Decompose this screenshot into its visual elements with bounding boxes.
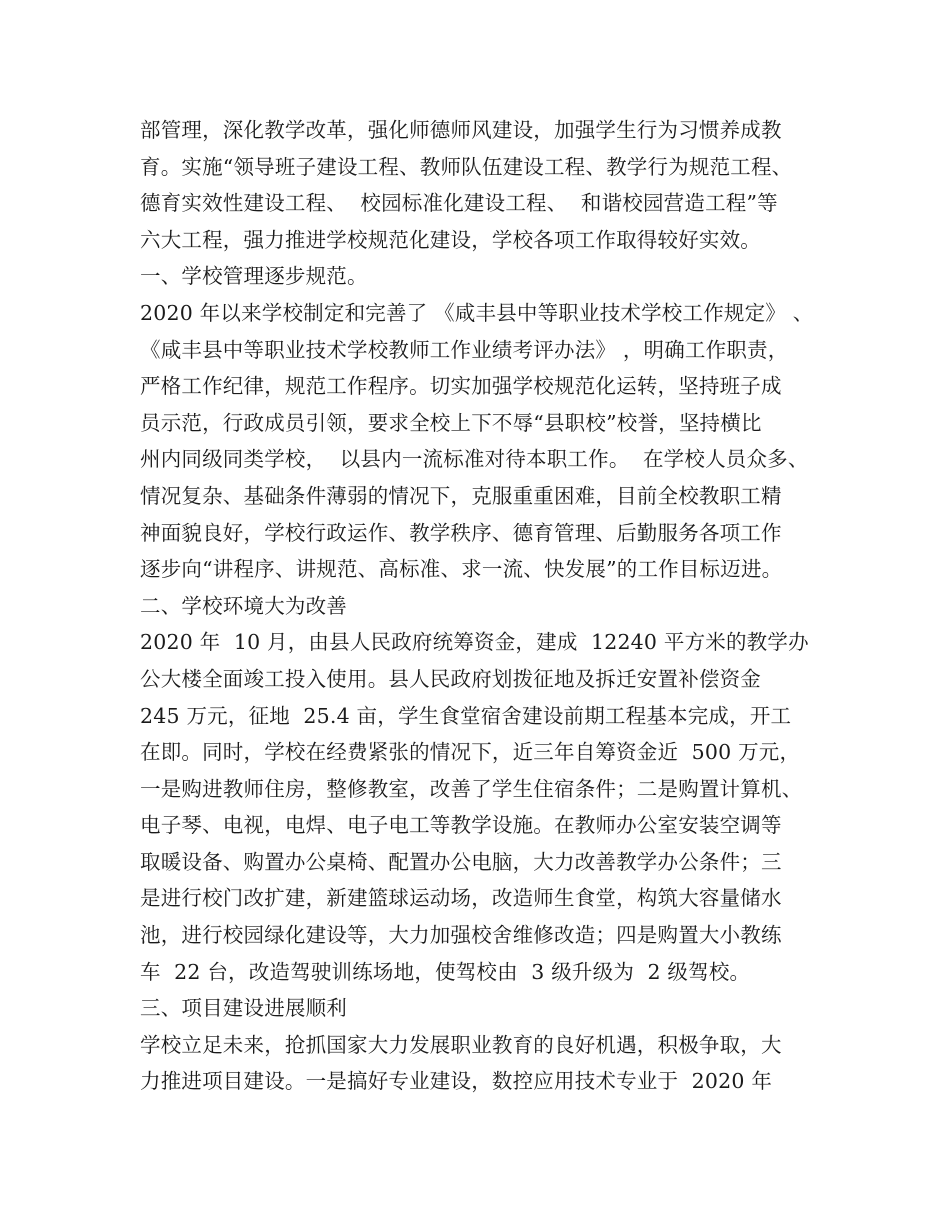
text-line: 严格工作纪律，规范工作程序。切实加强学校规范化运转，坚持班子成 [140,374,782,399]
text-line: 逐步向“讲程序、讲规范、高标准、求一流、快发展”的工作目标迈进。 [140,557,783,582]
text-line: 2020 年以来学校制定和完善了 《咸丰县中等职业技术学校工作规定》 、 [140,300,814,325]
text-line: 一是购进教师住房，整修教室，改善了学生住宿条件；二是购置计算机、 [140,776,803,801]
text-line: 员示范，行政成员引领，要求全校上下不辱“县职校”校誉，坚持横比 [140,410,762,435]
text-line: 德育实效性建设工程、 校园标准化建设工程、 和谐校园营造工程”等 [140,191,778,216]
text-line: 245 万元，征地 25.4 亩，学生食堂宿舍建设前期工程基本完成，开工 [140,703,792,728]
text-line: 是进行校门改扩建，新建篮球运动场，改造师生食堂，构筑大容量储水 [140,886,782,911]
text-line: 六大工程，强力推进学校规范化建设，学校各项工作取得较好实效。 [140,227,761,252]
text-line: 州内同级同类学校， 以县内一流标准对待本职工作。 在学校人员众多、 [140,447,809,472]
text-line: 取暖设备、购置办公桌椅、配置办公电脑，大力改善教学办公条件；三 [140,849,782,874]
text-line: 在即。同时，学校在经费紧张的情况下，近三年自筹资金近 500 万元， [140,740,801,765]
text-line: 2020 年 10 月，由县人民政府统筹资金，建成 12240 平方米的教学办 [140,630,809,655]
text-line: 池，进行校园绿化建设等，大力加强校舍维修改造；四是购置大小教练 [140,923,782,948]
text-line: 神面貌良好，学校行政运作、教学秩序、德育管理、后勤服务各项工作 [140,520,782,545]
text-line: 电子琴、电视，电焊、电子电工等教学设施。在教师办公室安装空调等 [140,813,782,838]
section-heading-3: 三、项目建设进展顺利 [140,996,347,1021]
text-line: 车 22 台，改造驾驶训练场地，使驾校由 3 级升级为 2 级驾校。 [140,959,751,984]
text-line: 力推进项目建设。一是搞好专业建设，数控应用技术专业于 2020 年 [140,1069,773,1094]
text-line: 学校立足未来，抢抓国家大力发展职业教育的良好机遇，积极争取，大 [140,1032,782,1057]
section-heading-2: 二、学校环境大为改善 [140,593,347,618]
text-line: 育。实施“领导班子建设工程、教师队伍建设工程、教学行为规范工程、 [140,154,793,179]
body-text [140,112,830,1100]
text-line: 《咸丰县中等职业技术学校教师工作业绩考评办法》 ，明确工作职责， [140,337,789,362]
text-line: 情况复杂、基础条件薄弱的情况下，克服重重困难，目前全校教职工精 [140,483,782,508]
text-line: 部管理，深化教学改革，强化师德师风建设，加强学生行为习惯养成教 [140,118,782,142]
section-heading-1: 一、学校管理逐步规范。 [140,264,368,289]
text-line: 公大楼全面竣工投入使用。县人民政府划拨征地及拆迁安置补偿资金 [140,666,761,691]
